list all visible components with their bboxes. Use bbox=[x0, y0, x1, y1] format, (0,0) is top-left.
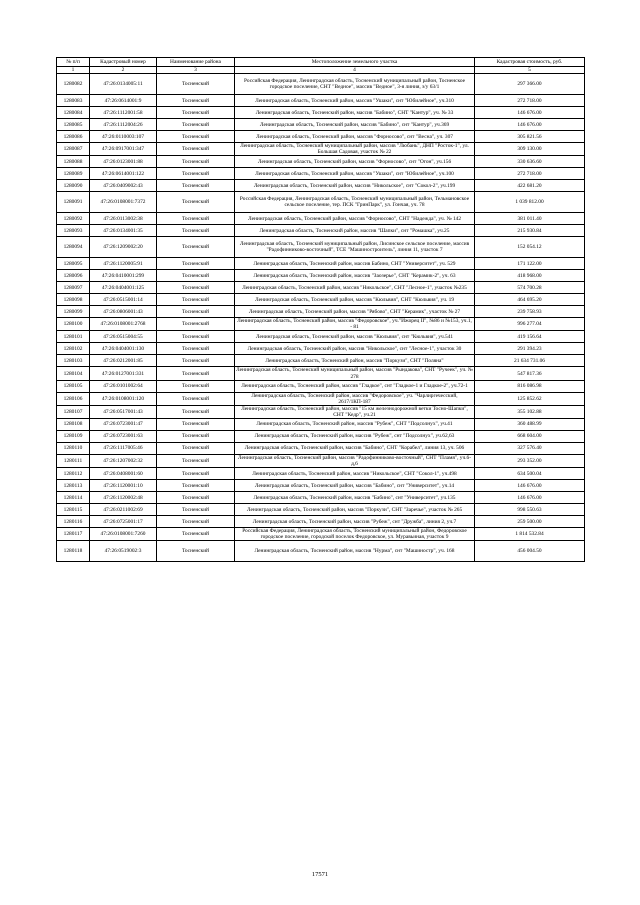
row-number: 1280085 bbox=[57, 119, 90, 131]
table-row bbox=[57, 468, 585, 480]
district-name: Тосненский bbox=[157, 270, 235, 282]
district-name: Тосненский bbox=[157, 294, 235, 306]
cadastral-value: 239 758.93 bbox=[475, 306, 585, 318]
land-location: Ленинградская область, Тосненский район, массив "Поркузи", СНТ "Поляна" bbox=[235, 355, 475, 367]
row-number: 1280115 bbox=[57, 504, 90, 516]
district-name: Тосненский bbox=[157, 318, 235, 331]
cadastral-number: 47:26:0723001:63 bbox=[90, 431, 157, 443]
cadastral-value: 996 277.04 bbox=[475, 318, 585, 331]
table-row bbox=[57, 225, 585, 237]
row-number: 1280113 bbox=[57, 480, 90, 492]
land-location: Ленинградская область, Тосненский район, массив "Кюльвия", СНТ "Кюльвия", уч. 19 bbox=[235, 294, 475, 306]
row-number: 1280093 bbox=[57, 225, 90, 237]
cadastral-value: 418 968.00 bbox=[475, 270, 585, 282]
land-location: Ленинградская область, Тосненский район, массив "Бабино", снт "Университет", уч.14 bbox=[235, 480, 475, 492]
table-row bbox=[57, 270, 585, 282]
table-row bbox=[57, 355, 585, 367]
header-cadastral-number: Кадастровый номер bbox=[90, 58, 157, 67]
district-name: Тосненский bbox=[157, 237, 235, 258]
table-header-row bbox=[57, 58, 585, 67]
table-row bbox=[57, 213, 585, 225]
cadastral-value: 309 130.00 bbox=[475, 143, 585, 156]
district-name: Тосненский bbox=[157, 143, 235, 156]
land-location: Ленинградская область, Тосненский район, массив "Рябово", СНТ "Керамик", участок № 27 bbox=[235, 306, 475, 318]
table-row bbox=[57, 331, 585, 343]
cadastral-number: 47:26:0517001:43 bbox=[90, 405, 157, 418]
district-name: Тосненский bbox=[157, 392, 235, 405]
column-number: 2 bbox=[90, 67, 157, 74]
table-row bbox=[57, 119, 585, 131]
cadastral-number: 47:26:0108001:7260 bbox=[90, 528, 157, 541]
column-number: 5 bbox=[475, 67, 585, 74]
row-number: 1280105 bbox=[57, 380, 90, 392]
cadastral-value: 360 488.99 bbox=[475, 419, 585, 431]
row-number: 1280108 bbox=[57, 419, 90, 431]
cadastral-number: 47:26:1112001:58 bbox=[90, 107, 157, 119]
district-name: Тосненский bbox=[157, 156, 235, 168]
row-number: 1280109 bbox=[57, 431, 90, 443]
cadastral-value: 259 500.00 bbox=[475, 516, 585, 528]
row-number: 1280101 bbox=[57, 331, 90, 343]
land-location: Ленинградская область, Тосненский район, массив "Федоровское", уч."Ижорец II", №86 и №153, уч.1, - 81 bbox=[235, 318, 475, 331]
table-row bbox=[57, 380, 585, 392]
land-location: Ленинградская область, Тосненский район, массив "Рубеж", СНТ "Подсолнух", уч.41 bbox=[235, 419, 475, 431]
table-row bbox=[57, 143, 585, 156]
row-number: 1280082 bbox=[57, 74, 90, 95]
column-number-row bbox=[57, 67, 585, 74]
cadastral-number: 47:26:0614001:9 bbox=[90, 95, 157, 107]
land-location: Российская Федерация, Ленинградская область, Тосненский муниципальный район, Тельмановское сельское поселение, тер. ПСК "ГринПарк", ул. Гончая, уч. 78 bbox=[235, 192, 475, 213]
table-row bbox=[57, 443, 585, 455]
land-location: Ленинградская область, Тосненский район, массив "Рубеж", снт "Подсолнух", уч.62,63 bbox=[235, 431, 475, 443]
cadastral-value: 419 156.64 bbox=[475, 331, 585, 343]
row-number: 1280116 bbox=[57, 516, 90, 528]
cadastral-number: 47:26:0110003:107 bbox=[90, 131, 157, 143]
row-number: 1280095 bbox=[57, 258, 90, 270]
table-row bbox=[57, 95, 585, 107]
row-number: 1280088 bbox=[57, 156, 90, 168]
row-number: 1280084 bbox=[57, 107, 90, 119]
cadastral-number: 47:26:0408001:60 bbox=[90, 468, 157, 480]
row-number: 1280090 bbox=[57, 180, 90, 192]
cadastral-number: 47:26:0134005:11 bbox=[90, 74, 157, 95]
table-row bbox=[57, 419, 585, 431]
table-row bbox=[57, 480, 585, 492]
cadastral-value: 21 634 731.06 bbox=[475, 355, 585, 367]
land-location: Ленинградская область, Тосненский район, массив "15 км железнодорожной ветки Тосно-Шапки", СНТ "Кедр", уч.21 bbox=[235, 405, 475, 418]
land-location: Ленинградская область, Тосненский район, массив "Поркузи", СНТ "Заречье", участок № 265 bbox=[235, 504, 475, 516]
cadastral-value: 456 004.50 bbox=[475, 541, 585, 562]
row-number: 1280100 bbox=[57, 318, 90, 331]
column-number: 4 bbox=[235, 67, 475, 74]
table-row bbox=[57, 131, 585, 143]
cadastral-number: 47:26:0101002:64 bbox=[90, 380, 157, 392]
district-name: Тосненский bbox=[157, 180, 235, 192]
cadastral-number: 47:26:0404001:125 bbox=[90, 282, 157, 294]
district-name: Тосненский bbox=[157, 405, 235, 418]
cadastral-value: 272 718.00 bbox=[475, 95, 585, 107]
land-location: Ленинградская область, Тосненский район, массив "Шапки", снт "Ромашка", уч.25 bbox=[235, 225, 475, 237]
land-location: Ленинградская область, Тосненский район, массив "Нурма", снт "Машиностр", уч. 168 bbox=[235, 541, 475, 562]
row-number: 1280106 bbox=[57, 392, 90, 405]
cadastral-number: 47:26:1209002:20 bbox=[90, 237, 157, 258]
land-location: Ленинградская область, Тосненский район, массив "Форносово", снт "Весна", уч. 307 bbox=[235, 131, 475, 143]
row-number: 1280107 bbox=[57, 405, 90, 418]
cadastral-number: 47:26:0212001:85 bbox=[90, 355, 157, 367]
cadastral-number: 47:26:0917001:347 bbox=[90, 143, 157, 156]
header-location: Местоположение земельного участка bbox=[235, 58, 475, 67]
district-name: Тосненский bbox=[157, 213, 235, 225]
row-number: 1280096 bbox=[57, 270, 90, 282]
land-location: Ленинградская область, Тосненский район, массив "Федоровское", уч. "Чарлиргечесский, 2617/1КП-187 bbox=[235, 392, 475, 405]
table-row bbox=[57, 492, 585, 504]
row-number: 1280099 bbox=[57, 306, 90, 318]
district-name: Тосненский bbox=[157, 541, 235, 562]
table-row bbox=[57, 504, 585, 516]
table-row bbox=[57, 237, 585, 258]
column-number: 1 bbox=[57, 67, 90, 74]
land-location: Ленинградская область, Тосненский район, массив "Радофинниково-восточный", СНТ "Пламя", уч.6-д,6 bbox=[235, 455, 475, 468]
district-name: Тосненский bbox=[157, 107, 235, 119]
district-name: Тосненский bbox=[157, 131, 235, 143]
row-number: 1280117 bbox=[57, 528, 90, 541]
cadastral-number: 47:26:0515004:55 bbox=[90, 331, 157, 343]
district-name: Тосненский bbox=[157, 258, 235, 270]
district-name: Тосненский bbox=[157, 367, 235, 380]
row-number: 1280097 bbox=[57, 282, 90, 294]
district-name: Тосненский bbox=[157, 225, 235, 237]
cadastral-value: 998 550.63 bbox=[475, 504, 585, 516]
district-name: Тосненский bbox=[157, 528, 235, 541]
cadastral-value: 291 394.23 bbox=[475, 343, 585, 355]
land-location: Ленинградская область, Тосненский район, массив "Никольское", снт "Сокол-2", уч.199 bbox=[235, 180, 475, 192]
cadastral-number: 47:26:0211002:69 bbox=[90, 504, 157, 516]
cadastral-number: 47:26:1117005:46 bbox=[90, 443, 157, 455]
land-location: Ленинградская область, Тосненский район, массив "Никольское", СНТ "Сокол-1", уч.498 bbox=[235, 468, 475, 480]
cadastral-number: 47:26:1207002:32 bbox=[90, 455, 157, 468]
district-name: Тосненский bbox=[157, 95, 235, 107]
cadastral-number: 47:26:1120002:48 bbox=[90, 492, 157, 504]
cadastral-value: 125 852.62 bbox=[475, 392, 585, 405]
land-location: Ленинградская область, Тосненский район, массив "Ушаки", снт "Юбилейное", уч.310 bbox=[235, 95, 475, 107]
cadastral-number: 47:26:0123001:88 bbox=[90, 156, 157, 168]
cadastral-value: 330 636.60 bbox=[475, 156, 585, 168]
cadastral-number: 47:26:0614001:122 bbox=[90, 168, 157, 180]
cadastral-value: 355 102.88 bbox=[475, 405, 585, 418]
cadastral-value: 146 676.00 bbox=[475, 119, 585, 131]
cadastral-number: 47:26:0723001:47 bbox=[90, 419, 157, 431]
land-location: Ленинградская область, Тосненский район, массив "Бабино", СНТ "Кантур", уч. № 33 bbox=[235, 107, 475, 119]
cadastral-value: 327 576.40 bbox=[475, 443, 585, 455]
cadastral-value: 381 011.40 bbox=[475, 213, 585, 225]
table-row bbox=[57, 455, 585, 468]
table-row bbox=[57, 528, 585, 541]
cadastral-value: 293 352.00 bbox=[475, 455, 585, 468]
table-row bbox=[57, 294, 585, 306]
cadastral-value: 305 821.56 bbox=[475, 131, 585, 143]
district-name: Тосненский bbox=[157, 431, 235, 443]
district-name: Тосненский bbox=[157, 516, 235, 528]
row-number: 1280094 bbox=[57, 237, 90, 258]
land-location: Ленинградская область, Тосненский район, массив "Заозерье", СНТ "Керамик-2", уч. 63 bbox=[235, 270, 475, 282]
cadastral-number: 47:26:1120005:91 bbox=[90, 258, 157, 270]
cadastral-value: 297 366.00 bbox=[475, 74, 585, 95]
cadastral-number: 47:26:0725001:17 bbox=[90, 516, 157, 528]
district-name: Тосненский bbox=[157, 306, 235, 318]
cadastral-number: 47:26:0515001:14 bbox=[90, 294, 157, 306]
cadastral-value: 668 604.00 bbox=[475, 431, 585, 443]
row-number: 1280102 bbox=[57, 343, 90, 355]
land-location: Российская Федерация, Ленинградская область, Тосненский муниципальный район, Федоровское городское поселение, городской поселок Федоровское, ул. Муравьиная, участок 9 bbox=[235, 528, 475, 541]
header-district: Наименование района bbox=[157, 58, 235, 67]
table-row bbox=[57, 282, 585, 294]
district-name: Тосненский bbox=[157, 419, 235, 431]
cadastral-number: 47:26:0409002:43 bbox=[90, 180, 157, 192]
cadastral-number: 47:26:0127001:331 bbox=[90, 367, 157, 380]
cadastral-value: 574 700.28 bbox=[475, 282, 585, 294]
land-location: Ленинградская область, Тосненский район, массив "Бабино", СНТ "Корабел", линия 13, уч. 506 bbox=[235, 443, 475, 455]
cadastral-number: 47:26:0108001:7372 bbox=[90, 192, 157, 213]
column-number: 3 bbox=[157, 67, 235, 74]
cadastral-value: 171 122.00 bbox=[475, 258, 585, 270]
land-location: Ленинградская область, Тосненский район, массив "Никольское", снт "Лесное-1", участок 30 bbox=[235, 343, 475, 355]
cadastral-number: 47:26:0519002:3 bbox=[90, 541, 157, 562]
header-num: № п/п bbox=[57, 58, 90, 67]
district-name: Тосненский bbox=[157, 468, 235, 480]
cadastral-value: 146 676.00 bbox=[475, 492, 585, 504]
district-name: Тосненский bbox=[157, 355, 235, 367]
table-row bbox=[57, 192, 585, 213]
row-number: 1280111 bbox=[57, 455, 90, 468]
cadastral-value: 547 817.36 bbox=[475, 367, 585, 380]
table-row bbox=[57, 392, 585, 405]
district-name: Тосненский bbox=[157, 192, 235, 213]
row-number: 1280103 bbox=[57, 355, 90, 367]
cadastral-value: 422 681.20 bbox=[475, 180, 585, 192]
cadastral-number: 47:26:0134001:35 bbox=[90, 225, 157, 237]
table-row bbox=[57, 74, 585, 95]
cadastral-number: 47:26:0108001:2768 bbox=[90, 318, 157, 331]
cadastral-number: 47:26:0404001:130 bbox=[90, 343, 157, 355]
district-name: Тосненский bbox=[157, 168, 235, 180]
table-row bbox=[57, 516, 585, 528]
district-name: Тосненский bbox=[157, 380, 235, 392]
cadastral-value: 1 814 532.84 bbox=[475, 528, 585, 541]
table-row bbox=[57, 156, 585, 168]
table-row bbox=[57, 180, 585, 192]
cadastral-number: 47:26:1120001:10 bbox=[90, 480, 157, 492]
land-location: Ленинградская область, Тосненский район, массив "Бабино", снт "Кантур", уч.369 bbox=[235, 119, 475, 131]
cadastral-value: 1 039 812.00 bbox=[475, 192, 585, 213]
land-location: Ленинградская область, Тосненский район, массив "Гладкое", снт "Гладкое-1 и Гладкое-2", уч.72-1 bbox=[235, 380, 475, 392]
table-row bbox=[57, 541, 585, 562]
row-number: 1280110 bbox=[57, 443, 90, 455]
table-row bbox=[57, 318, 585, 331]
row-number: 1280086 bbox=[57, 131, 90, 143]
cadastral-value: 272 718.00 bbox=[475, 168, 585, 180]
cadastral-value: 146 676.00 bbox=[475, 107, 585, 119]
cadastral-number: 47:26:0113002:38 bbox=[90, 213, 157, 225]
row-number: 1280104 bbox=[57, 367, 90, 380]
cadastral-value: 152 054.12 bbox=[475, 237, 585, 258]
cadastral-value-table bbox=[56, 57, 585, 562]
cadastral-value: 146 676.00 bbox=[475, 480, 585, 492]
table-body bbox=[57, 74, 585, 562]
row-number: 1280114 bbox=[57, 492, 90, 504]
district-name: Тосненский bbox=[157, 443, 235, 455]
row-number: 1280092 bbox=[57, 213, 90, 225]
land-location: Ленинградская область, Тосненский муниципальный район, массив "Рындакова", СНТ "Ручеек", уч. № 278 bbox=[236, 367, 473, 380]
cadastral-number: 47:26:1112004:26 bbox=[90, 119, 157, 131]
land-location: Ленинградская область, Тосненский район, массив "Ушаки", снт "Юбилейное", уч.100 bbox=[235, 168, 475, 180]
district-name: Тосненский bbox=[157, 331, 235, 343]
row-number: 1280091 bbox=[57, 192, 90, 213]
district-name: Тосненский bbox=[157, 74, 235, 95]
row-number: 1280098 bbox=[57, 294, 90, 306]
cadastral-value: 634 500.04 bbox=[475, 468, 585, 480]
table-row bbox=[57, 343, 585, 355]
table-row bbox=[57, 258, 585, 270]
cadastral-value: 215 930.84 bbox=[475, 225, 585, 237]
table-row bbox=[57, 431, 585, 443]
row-number: 1280087 bbox=[57, 143, 90, 156]
land-location: Ленинградская область, Тосненский муниципальный район, Лисинское сельское поселение, массив "Радофинниково-восточный", ТСЕ "Машиностроитель", линия 11, участок 7 bbox=[235, 237, 475, 258]
cadastral-value: 464 695.20 bbox=[475, 294, 585, 306]
row-number: 1280089 bbox=[57, 168, 90, 180]
land-location: Ленинградская область, Тосненский район, массив "Никольское", СНТ "Лесное-1", участок №235 bbox=[235, 282, 475, 294]
table-row bbox=[57, 107, 585, 119]
cadastral-value: 816 086.98 bbox=[475, 380, 585, 392]
table-row bbox=[57, 367, 585, 380]
district-name: Тосненский bbox=[157, 282, 235, 294]
district-name: Тосненский bbox=[157, 119, 235, 131]
row-number: 1280118 bbox=[57, 541, 90, 562]
row-number: 1280112 bbox=[57, 468, 90, 480]
land-location: Российская Федерация, Ленинградская область, Тосненский муниципальный район, Тосненское городское поселение, СНТ "Ведное", массив "Ведное", 3-я линия, з/у 63/1 bbox=[235, 74, 475, 95]
district-name: Тосненский bbox=[157, 504, 235, 516]
district-name: Тосненский bbox=[157, 480, 235, 492]
row-number: 1280083 bbox=[57, 95, 90, 107]
cadastral-number: 47:26:0410001:299 bbox=[90, 270, 157, 282]
land-location: Ленинградская область, Тосненский район, массив "Форносово", снт "Огон", уч.156 bbox=[235, 156, 475, 168]
district-name: Тосненский bbox=[157, 455, 235, 468]
cadastral-number: 47:26:0108001:120 bbox=[90, 392, 157, 405]
district-name: Тосненский bbox=[157, 343, 235, 355]
table-row bbox=[57, 168, 585, 180]
land-location: Ленинградская область, Тосненский район, массив "Рубеж", снт "Дружба", линия 2, уч.7 bbox=[235, 516, 475, 528]
table-row bbox=[57, 405, 585, 418]
cadastral-number: 47:26:0806001:43 bbox=[90, 306, 157, 318]
land-location: Ленинградская область, Тосненский район, массив Бабино, СНТ "Университет", уч. 529 bbox=[235, 258, 475, 270]
land-location: Ленинградская область, Тосненский район, массив "Бабино", снт "Университет", уч.135 bbox=[235, 492, 475, 504]
table-row bbox=[57, 306, 585, 318]
land-location: Ленинградская область, Тосненский район, массив "Кюльвия", снт "Кюльвия", уч.541 bbox=[235, 331, 475, 343]
page-number: 17571 bbox=[311, 871, 329, 878]
header-cadastral-value: Кадастровая стоимость, руб. bbox=[475, 58, 585, 67]
district-name: Тосненский bbox=[157, 492, 235, 504]
land-location: Ленинградская область, Тосненский муниципальный район, массив "Любань", ДНП "Росток-1", ул. Большая Садовая, участок № 22 bbox=[235, 143, 475, 156]
land-location: Ленинградская область, Тосненский район, массив "Форносово", СНТ "Надежда", уч. № 142 bbox=[235, 213, 475, 225]
